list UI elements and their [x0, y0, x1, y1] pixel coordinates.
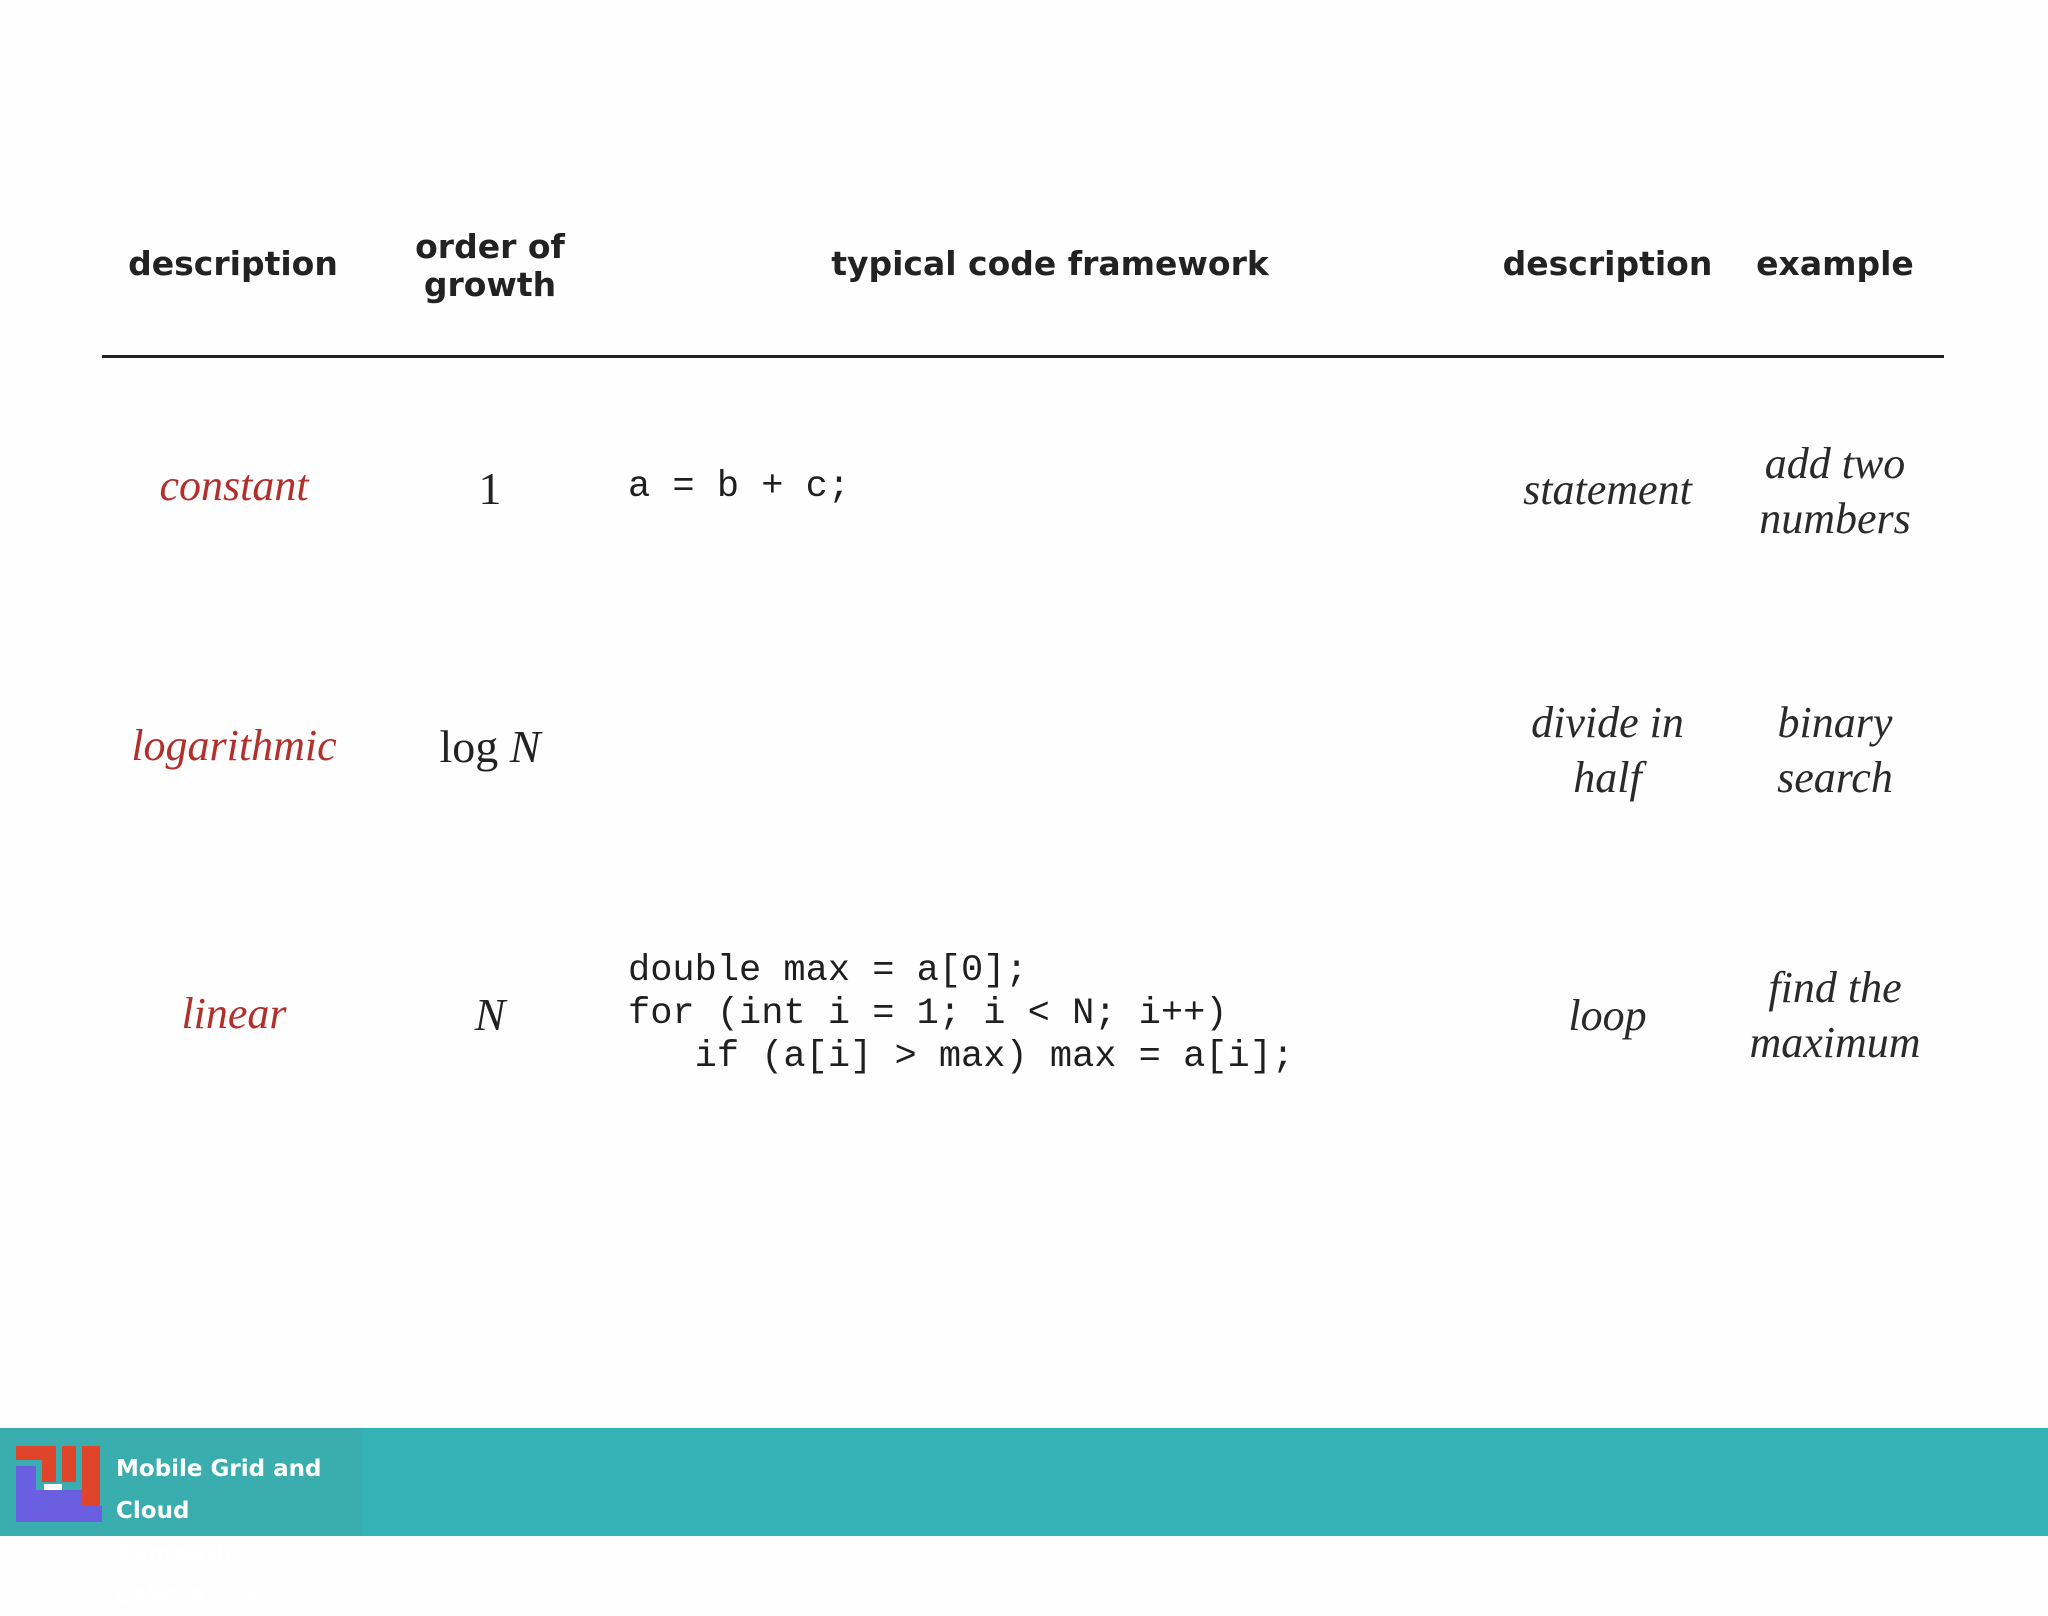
header-rule — [102, 355, 1944, 358]
description-constant: statement — [1523, 465, 1692, 514]
order-linear — [400, 988, 580, 1041]
row-name-logarithmic: logarithmic — [131, 721, 337, 770]
header-example: example — [1756, 244, 1914, 283]
lab-name — [116, 1448, 362, 1616]
lab-name-line2: Computing Laboratory — [116, 1540, 259, 1608]
order-logarithmic — [400, 720, 580, 773]
footer-bar — [0, 1428, 2048, 1608]
header-order-of-growth: order of growth — [415, 227, 565, 304]
lab-logo-box — [0, 1428, 362, 1608]
description-logarithmic: divide in half — [1531, 698, 1684, 802]
description-linear: loop — [1568, 991, 1647, 1040]
code-linear: double max = a[0]; for (int i = 1; i < N; i++) if (a[i] > max) max = a[i]; — [628, 950, 1295, 1078]
header-description-right: description — [1502, 244, 1713, 283]
order-constant-text: 1 — [478, 463, 502, 514]
lab-logo-icon — [16, 1446, 102, 1522]
header-description-left: description — [128, 244, 338, 283]
order-linear-var: N — [474, 989, 506, 1040]
row-name-constant: constant — [159, 461, 309, 510]
lab-name-line1: Mobile Grid and Cloud — [116, 1456, 322, 1524]
row-name-linear: linear — [181, 989, 287, 1038]
order-logarithmic-text: log — [439, 721, 510, 772]
example-logarithmic: binary search — [1777, 698, 1893, 802]
example-constant: add two numbers — [1759, 439, 1911, 543]
header-code-framework: typical code framework — [831, 244, 1269, 283]
example-linear: find the maximum — [1749, 963, 1921, 1067]
code-constant: a = b + c; — [628, 466, 851, 508]
order-constant — [400, 462, 580, 515]
order-logarithmic-var: N — [509, 721, 541, 772]
